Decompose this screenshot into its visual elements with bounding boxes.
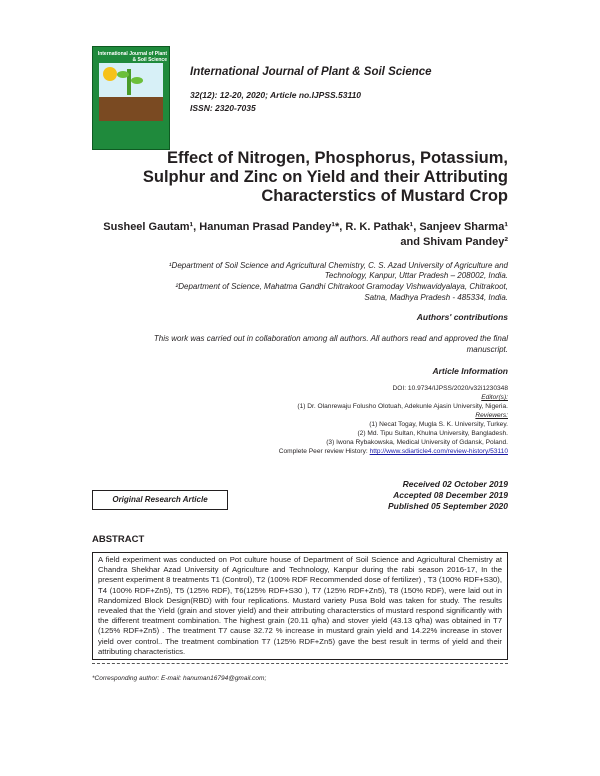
- title-line-3: Characterstics of Mustard Crop: [261, 187, 508, 205]
- footnote-divider: [92, 663, 508, 664]
- article-type-box: Original Research Article: [92, 490, 228, 510]
- reviewer-line: (1) Necat Togay, Mugla S. K. University, Turkey.: [369, 421, 508, 428]
- received-date: Received 02 October 2019: [402, 479, 508, 489]
- review-history-link[interactable]: http://www.sdiarticle4.com/review-history/53110: [369, 448, 508, 455]
- contributions-heading: Authors' contributions: [416, 312, 508, 322]
- review-history-label: Complete Peer review History:: [278, 448, 370, 455]
- corresponding-author: *Corresponding author: E-mail: hanuman16794@gmail.com;: [92, 675, 267, 682]
- contributions-text: This work was carried out in collaboration among all authors. All authors read and approved the final: [153, 334, 508, 343]
- authors-line-2: and Shivam Pandey²: [400, 236, 508, 248]
- issn: ISSN: 2320-7035: [190, 103, 256, 113]
- cover-title: International Journal of Plant & Soil Science: [97, 51, 167, 63]
- editor-line: (1) Dr. Olanrewaju Folusho Olotuah, Adekunle Ajasin University, Nigeria.: [297, 403, 508, 410]
- reviewers-label: Reviewers:: [475, 412, 508, 419]
- affiliation-line: ²Department of Science, Mahatma Gandhi Chitrakoot Gramoday Vishwavidyalaya, Chitrakoot,: [175, 282, 508, 291]
- leaf-icon: [131, 77, 143, 84]
- published-date: Published 05 September 2020: [388, 501, 508, 511]
- journal-name: International Journal of Plant & Soil Science: [190, 66, 432, 78]
- accepted-date: Accepted 08 December 2019: [393, 490, 508, 500]
- reviewer-line: (3) Iwona Rybakowska, Medical University of Gdansk, Poland.: [326, 439, 508, 446]
- leaf-icon: [117, 71, 129, 78]
- reviewer-line: (2) Md. Tipu Sultan, Khulna University, Bangladesh.: [357, 430, 508, 437]
- affiliation-line: ¹Department of Soil Science and Agricultural Chemistry, C. S. Azad University of Agriculture and: [168, 261, 508, 270]
- affiliation-line: Technology, Kanpur, Uttar Pradesh – 208002, India.: [324, 271, 508, 280]
- abstract-heading: ABSTRACT: [92, 534, 145, 545]
- authors-line-1: Susheel Gautam¹, Hanuman Prasad Pandey¹*, R. K. Pathak¹, Sanjeev Sharma¹: [103, 221, 508, 233]
- review-history: [279, 448, 508, 457]
- sun-icon: [103, 67, 117, 81]
- article-info-heading: Article Information: [432, 366, 508, 376]
- editors-label: Editor(s):: [481, 394, 508, 401]
- title-line-1: Effect of Nitrogen, Phosphorus, Potassium,: [166, 149, 508, 167]
- abstract-text: A field experiment was conducted on Pot culture house of Department of Soil Science and Agricultural Chemistry at Chandra Shekhar Azad University of Agriculture and Technology, Kanpur during the rabi season 2016-17, In the present experiment 8 treatments T1 (Control), T2 (100% RDF Recommended dose of fertilizer) , T3 (100% RDF+S30), T4 (100% RDF+Zn5), T5 (125% RDF), T6(125% RDF+S30 ), T7 (125% RDF+Zn5), T8 (150% RDF), were laid out in Randomized Block Design(RBD) with four replications. Mustard variety Pusa Bold was taken for study. The results revealed that the Yield (grain and stover yield) and their attributing characterstics of mustard respond significantly with the different treatment combination. The highest grain (20.11 q/ha) and stover yield (43.13 q/ha) was obtained in T7 (125% RDF+Zn5) . The treatment T7 cause 32.72 % increase in mustard grain yield and 14.22% increase in stover yield over control.. The treatment combination T7 (125% RDF+Zn5) gave the best result in terms of yield and their attributing characteristics.: [92, 552, 508, 660]
- affiliation-line: Satna, Madhya Pradesh - 485334, India.: [364, 293, 508, 302]
- cover-soil: [99, 97, 163, 121]
- doi: DOI: 10.9734/IJPSS/2020/v32i1230348: [392, 385, 508, 392]
- contributions-text: manuscript.: [466, 345, 508, 354]
- journal-cover-image: [92, 46, 170, 150]
- citation: 32(12): 12-20, 2020; Article no.IJPSS.53110: [190, 90, 362, 100]
- title-line-2: Sulphur and Zinc on Yield and their Attributing: [142, 168, 508, 186]
